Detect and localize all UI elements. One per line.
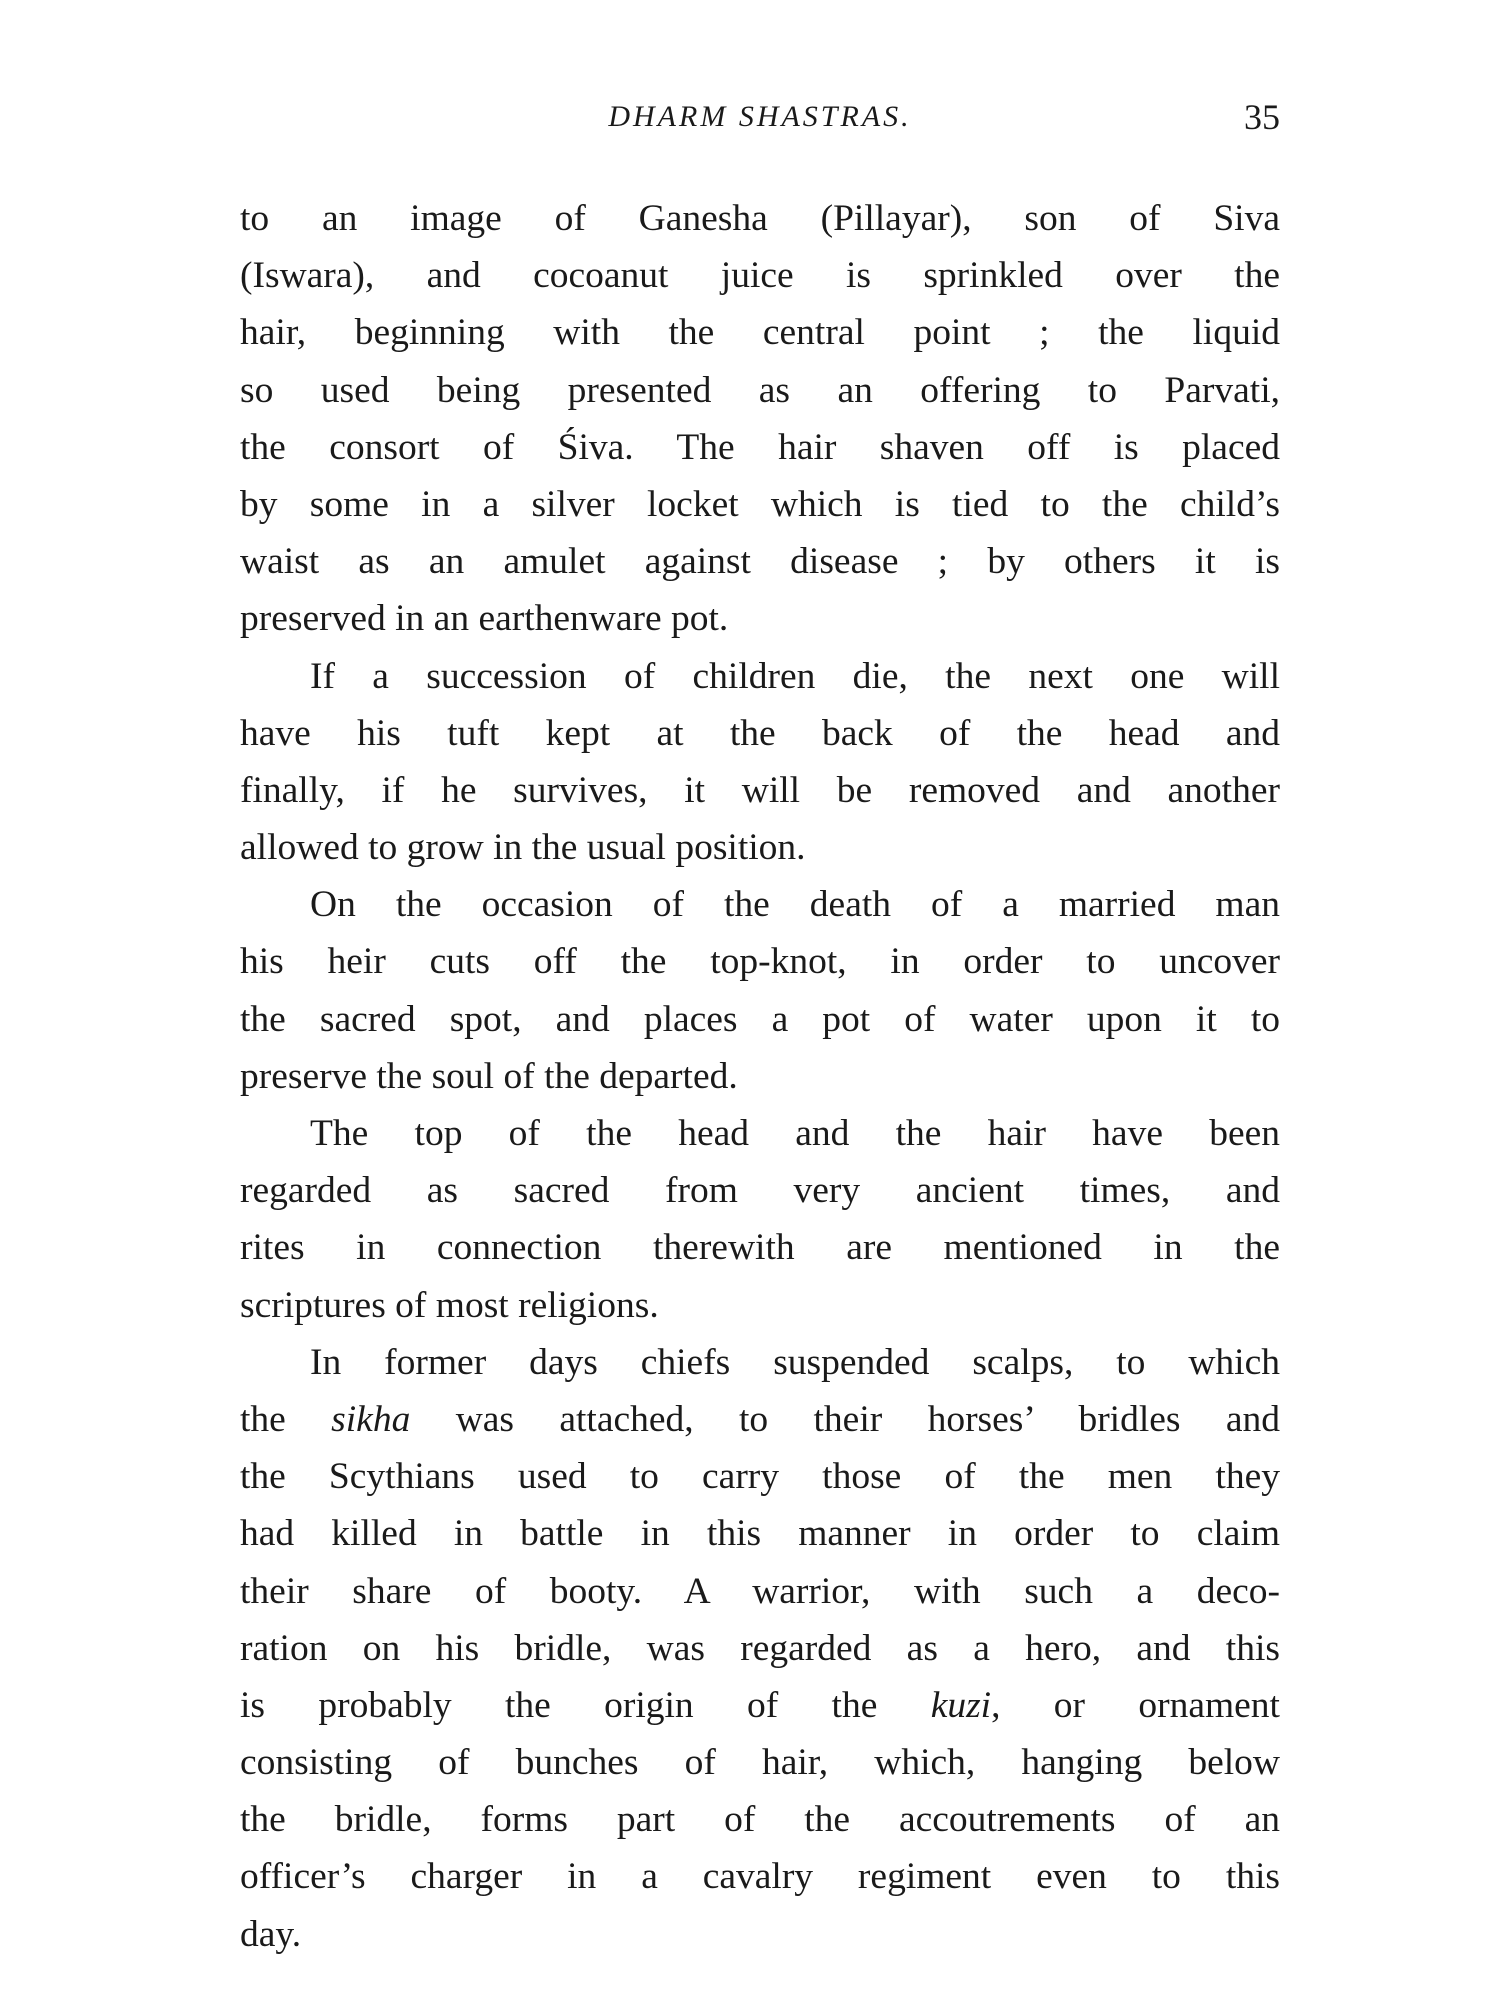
- text-line: the sacred spot, and places a pot of water upon it to: [240, 998, 1280, 1040]
- text-line: day.: [240, 1913, 302, 1955]
- text-line: scriptures of most religions.: [240, 1284, 659, 1326]
- text-line: have his tuft kept at the back of the head and: [240, 712, 1280, 754]
- text-line: their share of booty. A warrior, with such a deco-: [240, 1570, 1280, 1612]
- text-line: allowed to grow in the usual position.: [240, 827, 806, 869]
- text-line: the consort of Śiva. The hair shaven off is placed: [240, 426, 1280, 468]
- text-line: finally, if he survives, it will be removed and another: [240, 769, 1280, 811]
- running-title: DHARM SHASTRAS.: [608, 100, 912, 133]
- text-line: so used being presented as an offering to Parvati,: [240, 369, 1280, 411]
- text-line: rites in connection therewith are mentioned in the: [240, 1227, 1280, 1269]
- text-line: In former days chiefs suspended scalps, to which: [310, 1341, 1280, 1383]
- paragraph-3: [240, 876, 1280, 1105]
- text-line: to an image of Ganesha (Pillayar), son of Siva: [240, 198, 1280, 239]
- italic-term: sikha: [331, 1398, 411, 1440]
- italic-term: kuzi: [930, 1684, 992, 1726]
- paragraph-1: [240, 190, 1280, 648]
- text-line: preserve the soul of the departed.: [240, 1055, 738, 1097]
- text-line: ration on his bridle, was regarded as a hero, and this: [240, 1627, 1280, 1669]
- paragraph-2: [240, 648, 1280, 877]
- text-line: (Iswara), and cocoanut juice is sprinkled over the: [240, 255, 1280, 297]
- text-line: the sikha was attached, to their horses’ bridles and: [240, 1398, 1280, 1440]
- text-line: the Scythians used to carry those of the men they: [240, 1456, 1280, 1498]
- text-line: regarded as sacred from very ancient times, and: [240, 1170, 1280, 1212]
- text-line: had killed in battle in this manner in order to claim: [240, 1513, 1280, 1555]
- text-line: hair, beginning with the central point ; the liquid: [240, 312, 1280, 354]
- text-line: On the occasion of the death of a married man: [310, 884, 1280, 926]
- text-line: waist as an amulet against disease ; by others it is: [240, 541, 1280, 583]
- text-line: his heir cuts off the top-knot, in order to uncover: [240, 941, 1280, 983]
- paragraph-5: [240, 1334, 1280, 1963]
- text-line: officer’s charger in a cavalry regiment even to this: [240, 1856, 1280, 1898]
- text-line: preserved in an earthenware pot.: [240, 598, 729, 640]
- text-line: The top of the head and the hair have been: [310, 1113, 1280, 1154]
- text-line: by some in a silver locket which is tied to the child’s: [240, 483, 1280, 525]
- running-head: [240, 92, 1280, 142]
- paragraph-4: [240, 1105, 1280, 1334]
- text-line: is probably the origin of the kuzi, or ornament: [240, 1684, 1280, 1726]
- page-number: 35: [1244, 97, 1280, 137]
- body-text: [240, 190, 1280, 1963]
- text-line: the bridle, forms part of the accoutrements of an: [240, 1799, 1280, 1841]
- text-line: consisting of bunches of hair, which, hanging below: [240, 1742, 1280, 1784]
- text-line: If a succession of children die, the next one will: [310, 655, 1280, 697]
